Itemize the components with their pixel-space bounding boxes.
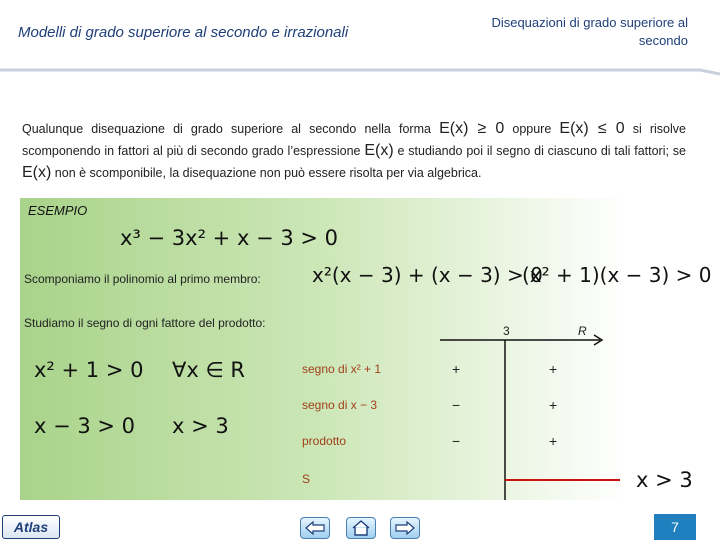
factored-expression: (x² + 1)(x − 3) > 0 xyxy=(522,263,712,287)
solution-1: ∀x ∈ R xyxy=(172,358,246,382)
axis-point-label: 3 xyxy=(503,324,510,338)
header-divider xyxy=(0,66,720,76)
sign-cell: − xyxy=(452,397,461,413)
sign-cell: + xyxy=(452,361,461,377)
example-inequality: x³ − 3x² + x − 3 > 0 xyxy=(120,226,338,250)
sign-cell: + xyxy=(549,397,558,413)
row-label: segno di x² + 1 xyxy=(302,362,382,376)
final-solution: x > 3 xyxy=(636,468,693,492)
solution-set-label: S xyxy=(302,472,311,486)
page-number: 7 xyxy=(654,514,696,540)
condition-1: x² + 1 > 0 xyxy=(34,358,144,382)
back-button[interactable] xyxy=(300,517,330,539)
home-button[interactable] xyxy=(346,517,376,539)
condition-2: x − 3 > 0 xyxy=(34,414,136,438)
sign-cell: + xyxy=(549,433,558,449)
row-label: segno di x − 3 xyxy=(302,398,378,412)
factor-instruction: Scomponiamo il polinomio al primo membro: xyxy=(24,272,261,286)
forward-button[interactable] xyxy=(390,517,420,539)
atlas-logo: Atlas xyxy=(2,515,60,539)
row-label: prodotto xyxy=(302,434,347,448)
sign-cell: − xyxy=(452,433,461,449)
example-label: ESEMPIO xyxy=(28,203,88,218)
forward-arrow-icon xyxy=(395,521,415,535)
section-title: Modelli di grado superiore al secondo e irrazionali xyxy=(18,24,349,41)
back-arrow-icon xyxy=(305,521,325,535)
home-icon xyxy=(351,520,371,536)
sign-cell: + xyxy=(549,361,558,377)
slide-title: Disequazioni di grado superiore al secondo xyxy=(491,15,688,48)
factor-expression: x²(x − 3) + (x − 3) > 0 xyxy=(312,263,543,287)
study-instruction: Studiamo il segno di ogni fattore del prodotto: xyxy=(24,316,266,330)
intro-paragraph: Qualunque disequazione di grado superiore al secondo nella forma E(x) ≥ 0 oppure E(x) ≤ 0 si risolve scomponendo in fattori al più di secondo grado l’espressione E(x) e studiando poi il segno di ciascuno di tali fattori; se E(x) non è scomponibile, la disequazione non può essere risolta per via algebrica. xyxy=(22,120,686,181)
solution-2: x > 3 xyxy=(172,414,229,438)
axis-label: R xyxy=(578,324,587,338)
